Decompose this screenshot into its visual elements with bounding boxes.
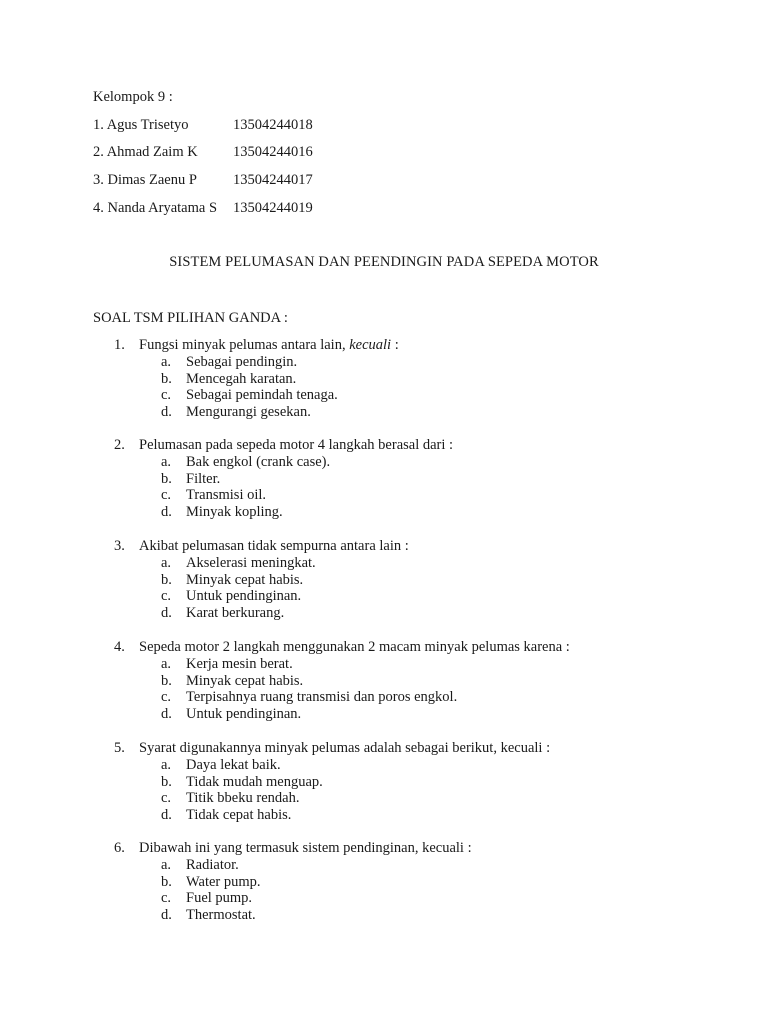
- member-name: 4. Nanda Aryatama S: [93, 200, 218, 216]
- option-text: Sebagai pendingin.: [186, 354, 298, 370]
- option-letter: a.: [161, 656, 172, 672]
- option-c: [114, 689, 734, 706]
- question-text: Akibat pelumasan tidak sempurna antara lain :: [139, 538, 409, 554]
- option-b: [114, 471, 734, 488]
- option-letter: b.: [161, 672, 172, 689]
- question-emphasis: kecuali: [349, 337, 392, 353]
- option-d: [114, 907, 734, 924]
- option-text: Filter.: [186, 470, 221, 487]
- member-row: [93, 171, 313, 189]
- question-number: 4.: [114, 639, 125, 655]
- option-text: Tidak mudah menguap.: [186, 773, 323, 790]
- option-letter: c.: [161, 790, 172, 807]
- option-letter: d.: [161, 705, 172, 722]
- option-text: Radiator.: [186, 857, 239, 873]
- option-text: Bak engkol (crank case).: [186, 454, 331, 470]
- option-letter: c.: [161, 588, 172, 605]
- option-text: Tidak cepat habis.: [186, 806, 292, 823]
- option-text: Terpisahnya ruang transmisi dan poros engkol.: [186, 689, 458, 706]
- option-b: [114, 572, 734, 589]
- option-text: Water pump.: [186, 873, 261, 890]
- member-name: 2. Ahmad Zaim K: [93, 144, 198, 160]
- option-text: Untuk pendinginan.: [186, 705, 302, 722]
- option-text: Kerja mesin berat.: [186, 656, 293, 672]
- question-text: Fungsi minyak pelumas antara lain,: [139, 337, 350, 353]
- option-text: Transmisi oil.: [186, 487, 267, 504]
- member-name: 3. Dimas Zaenu P: [93, 172, 197, 188]
- question-number: 3.: [114, 538, 125, 554]
- option-letter: a.: [161, 354, 172, 370]
- option-a: [114, 656, 734, 673]
- question-stem: [114, 639, 734, 656]
- member-id: 13504244018: [233, 117, 313, 133]
- option-d: [114, 504, 734, 521]
- question-stem: [114, 437, 734, 454]
- member-id: 13504244017: [233, 172, 313, 188]
- option-letter: c.: [161, 487, 172, 504]
- option-letter: b.: [161, 571, 172, 588]
- option-text: Minyak cepat habis.: [186, 571, 304, 588]
- option-letter: b.: [161, 470, 172, 487]
- option-d: [114, 706, 734, 723]
- question-number: 6.: [114, 840, 125, 856]
- member-name: 1. Agus Trisetyo: [93, 117, 189, 133]
- option-text: Thermostat.: [186, 906, 256, 923]
- option-list: [114, 656, 734, 722]
- option-a: [114, 555, 734, 572]
- option-letter: b.: [161, 773, 172, 790]
- option-b: [114, 673, 734, 690]
- question-6: [114, 840, 734, 923]
- option-a: [114, 454, 734, 471]
- question-text-end: :: [391, 337, 399, 353]
- option-text: Mengurangi gesekan.: [186, 403, 311, 420]
- option-letter: d.: [161, 503, 172, 520]
- question-stem: [114, 538, 734, 555]
- document-title: SISTEM PELUMASAN DAN PEENDINGIN PADA SEPEDA MOTOR: [169, 254, 599, 270]
- member-id: 13504244019: [233, 200, 313, 216]
- member-row: [93, 199, 313, 217]
- option-letter: c.: [161, 689, 172, 706]
- option-list: [114, 454, 734, 520]
- option-letter: d.: [161, 906, 172, 923]
- option-letter: d.: [161, 806, 172, 823]
- question-text: Dibawah ini yang termasuk sistem pendinginan, kecuali :: [139, 840, 472, 856]
- question-3: [114, 538, 734, 621]
- option-c: [114, 890, 734, 907]
- option-a: [114, 354, 734, 371]
- option-letter: d.: [161, 604, 172, 621]
- option-a: [114, 757, 734, 774]
- option-letter: a.: [161, 857, 172, 873]
- question-1: [114, 337, 734, 420]
- question-number: 5.: [114, 740, 125, 756]
- question-4: [114, 639, 734, 722]
- option-b: [114, 371, 734, 388]
- member-id: 13504244016: [233, 144, 313, 160]
- option-text: Karat berkurang.: [186, 604, 285, 621]
- group-label: Kelompok 9 :: [93, 89, 173, 105]
- question-text: Syarat digunakannya minyak pelumas adalah sebagai berikut, kecuali :: [139, 740, 551, 756]
- option-b: [114, 874, 734, 891]
- section-title: SOAL TSM PILIHAN GANDA :: [93, 310, 288, 326]
- member-row: [93, 116, 313, 134]
- option-letter: a.: [161, 757, 172, 773]
- option-d: [114, 404, 734, 421]
- option-d: [114, 807, 734, 824]
- option-text: Untuk pendinginan.: [186, 588, 302, 605]
- option-c: [114, 790, 734, 807]
- option-text: Daya lekat baik.: [186, 757, 281, 773]
- option-c: [114, 487, 734, 504]
- question-stem: [114, 840, 734, 857]
- option-letter: b.: [161, 873, 172, 890]
- option-text: Sebagai pemindah tenaga.: [186, 387, 338, 404]
- question-number: 1.: [114, 337, 125, 353]
- option-c: [114, 387, 734, 404]
- option-list: [114, 857, 734, 923]
- option-letter: a.: [161, 555, 172, 571]
- question-stem: [114, 337, 734, 354]
- option-letter: c.: [161, 387, 172, 404]
- question-text: Sepeda motor 2 langkah menggunakan 2 macam minyak pelumas karena :: [139, 639, 570, 655]
- option-list: [114, 555, 734, 621]
- option-text: Minyak kopling.: [186, 503, 283, 520]
- question-5: [114, 740, 734, 823]
- option-b: [114, 774, 734, 791]
- option-text: Mencegah karatan.: [186, 370, 297, 387]
- option-text: Titik bbeku rendah.: [186, 790, 300, 807]
- question-number: 2.: [114, 437, 125, 453]
- option-text: Fuel pump.: [186, 890, 253, 907]
- option-letter: d.: [161, 403, 172, 420]
- question-stem: [114, 740, 734, 757]
- option-list: [114, 354, 734, 420]
- option-c: [114, 588, 734, 605]
- option-text: Minyak cepat habis.: [186, 672, 304, 689]
- option-letter: c.: [161, 890, 172, 907]
- option-letter: b.: [161, 370, 172, 387]
- member-row: [93, 143, 313, 161]
- question-2: [114, 437, 734, 520]
- option-a: [114, 857, 734, 874]
- option-list: [114, 757, 734, 823]
- option-letter: a.: [161, 454, 172, 470]
- option-text: Akselerasi meningkat.: [186, 555, 316, 571]
- question-text: Pelumasan pada sepeda motor 4 langkah berasal dari :: [139, 437, 454, 453]
- option-d: [114, 605, 734, 622]
